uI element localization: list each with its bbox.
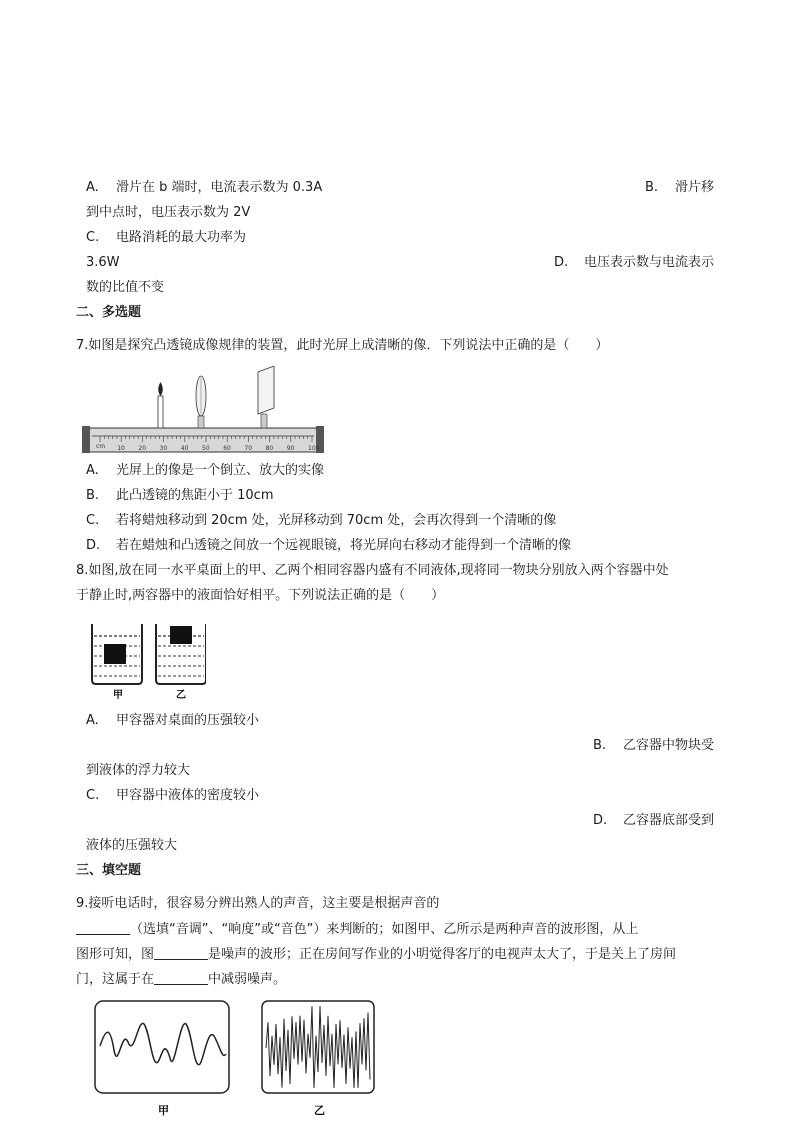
option-tag: A. — [86, 463, 99, 478]
q6-option-a — [86, 179, 322, 197]
q6-option-d-cont: 数的比值不变 — [86, 280, 165, 295]
q6-option-c-cont: 3.6W — [86, 255, 120, 270]
container-label-jia: 甲 — [113, 690, 123, 701]
q8-option-d — [593, 812, 714, 830]
light-screen — [258, 366, 274, 428]
q9-line2 — [76, 920, 638, 939]
q9-line4 — [76, 970, 286, 989]
option-tag: B. — [644, 180, 659, 195]
section-heading-multi-choice: 二、多选题 — [76, 305, 142, 320]
scale-tick-label: 30 — [159, 445, 168, 452]
q9-line3-post: 是噪声的波形；正在房间写作业的小明觉得客厅的电视声太大了，于是关上了房间 — [208, 947, 677, 962]
q8-stem-line1: 8.如图,放在同一水平桌面上的甲、乙两个相同容器内盛有不同液体,现将同一物块分别放入两个容器中处 — [76, 563, 669, 578]
q6-option-d — [554, 254, 714, 272]
scale-tick-label: 80 — [265, 445, 274, 452]
option-text: 电压表示数与电流表示 — [583, 255, 714, 270]
answer-blank[interactable] — [76, 920, 130, 935]
answer-blank[interactable] — [154, 970, 208, 985]
option-text: 滑片在 b 端时，电流表示数为 0.3A — [116, 180, 323, 195]
container-label-yi: 乙 — [176, 690, 186, 701]
q6-option-b-cont: 到中点时，电压表示数为 2V — [86, 205, 251, 220]
scale-tick-label: 40 — [180, 445, 189, 452]
option-tag: C. — [86, 513, 100, 528]
q9-line3-pre: 图形可知，图 — [76, 947, 155, 962]
convex-lens — [196, 376, 206, 428]
option-tag: C. — [86, 788, 100, 803]
q6-option-c — [86, 229, 246, 247]
scale-tick-label: 10 — [117, 445, 125, 452]
option-text: 滑片移 — [674, 180, 714, 195]
q9-line1: 9.接听电话时，很容易分辨出熟人的声音，这主要是根据声音的 — [76, 896, 440, 911]
q8-option-c — [86, 787, 259, 805]
q8-option-b — [593, 737, 714, 755]
q7-option-c — [86, 512, 556, 530]
candle — [158, 382, 163, 428]
block-yi — [170, 626, 192, 644]
q8-stem-line2: 于静止时,两容器中的液面恰好相平。下列说法正确的是（ ） — [76, 588, 445, 603]
option-text: 若在蜡烛和凸透镜之间放一个远视眼镜，将光屏向右移动才能得到一个清晰的像 — [116, 538, 572, 553]
option-tag: B. — [592, 738, 607, 753]
option-tag: B. — [86, 488, 100, 503]
q7-stem: 7.如图是探究凸透镜成像规律的装置，此时光屏上成清晰的像．下列说法中正确的是（ ） — [76, 338, 609, 353]
answer-blank[interactable] — [154, 945, 208, 960]
option-tag: D. — [592, 813, 608, 828]
option-text: 电路消耗的最大功率为 — [116, 230, 247, 245]
scale-tick-label: 100 — [308, 445, 320, 452]
q7-option-a — [86, 462, 324, 480]
flame-icon — [158, 382, 163, 396]
waveform-label-yi: 乙 — [314, 1104, 325, 1117]
option-text: 甲容器对桌面的压强较小 — [116, 713, 260, 728]
option-text: 乙容器中物块受 — [622, 738, 714, 753]
q6-option-b — [645, 179, 714, 197]
option-tag: C. — [86, 230, 100, 245]
scale-tick-label: 70 — [244, 445, 253, 452]
option-text: 此凸透镜的焦距小于 10cm — [116, 488, 274, 503]
waveform-figure — [92, 998, 382, 1120]
waveform-box-jia — [95, 1001, 229, 1093]
option-text: 甲容器中液体的密度较小 — [116, 788, 260, 803]
container-jia — [92, 624, 142, 684]
q8-option-a — [86, 712, 259, 730]
q7-option-d — [86, 537, 571, 555]
bench-left-end — [82, 426, 90, 453]
scale-tick-label: 60 — [223, 445, 231, 452]
scale-tick-label: 90 — [286, 445, 295, 452]
q9-line4-pre: 门，这属于在 — [76, 972, 155, 987]
q8-option-d-cont: 液体的压强较大 — [86, 838, 178, 853]
q9-line4-post: 中减弱噪声。 — [208, 972, 287, 987]
option-tag: D. — [86, 538, 101, 553]
q8-option-b-cont: 到液体的浮力较大 — [86, 763, 191, 778]
option-text: 若将蜡烛移动到 20cm 处，光屏移动到 70cm 处，会再次得到一个清晰的像 — [116, 513, 557, 528]
option-tag: D. — [553, 255, 569, 270]
waveform-label-jia: 甲 — [158, 1104, 169, 1117]
scale-tick-label: 20 — [138, 445, 147, 452]
scale-tick-label: 50 — [202, 445, 210, 452]
option-text: 光屏上的像是一个倒立、放大的实像 — [116, 463, 325, 478]
option-text: 乙容器底部受到 — [622, 813, 714, 828]
q7-option-b — [86, 487, 274, 505]
container-yi — [156, 624, 206, 684]
containers-figure — [86, 622, 206, 702]
option-tag: A. — [86, 180, 99, 195]
optical-bench-figure — [78, 366, 328, 458]
option-tag: A. — [86, 713, 99, 728]
block-jia — [104, 644, 126, 664]
section-heading-fill-blank: 三、填空题 — [76, 863, 142, 878]
scale-unit: cm — [96, 443, 106, 450]
q9-line3 — [76, 945, 676, 964]
q9-line2-text: （选填“音调”、“响度”或“音色”）来判断的；如图甲、乙所示是两种声音的波形图，从上 — [130, 922, 639, 937]
